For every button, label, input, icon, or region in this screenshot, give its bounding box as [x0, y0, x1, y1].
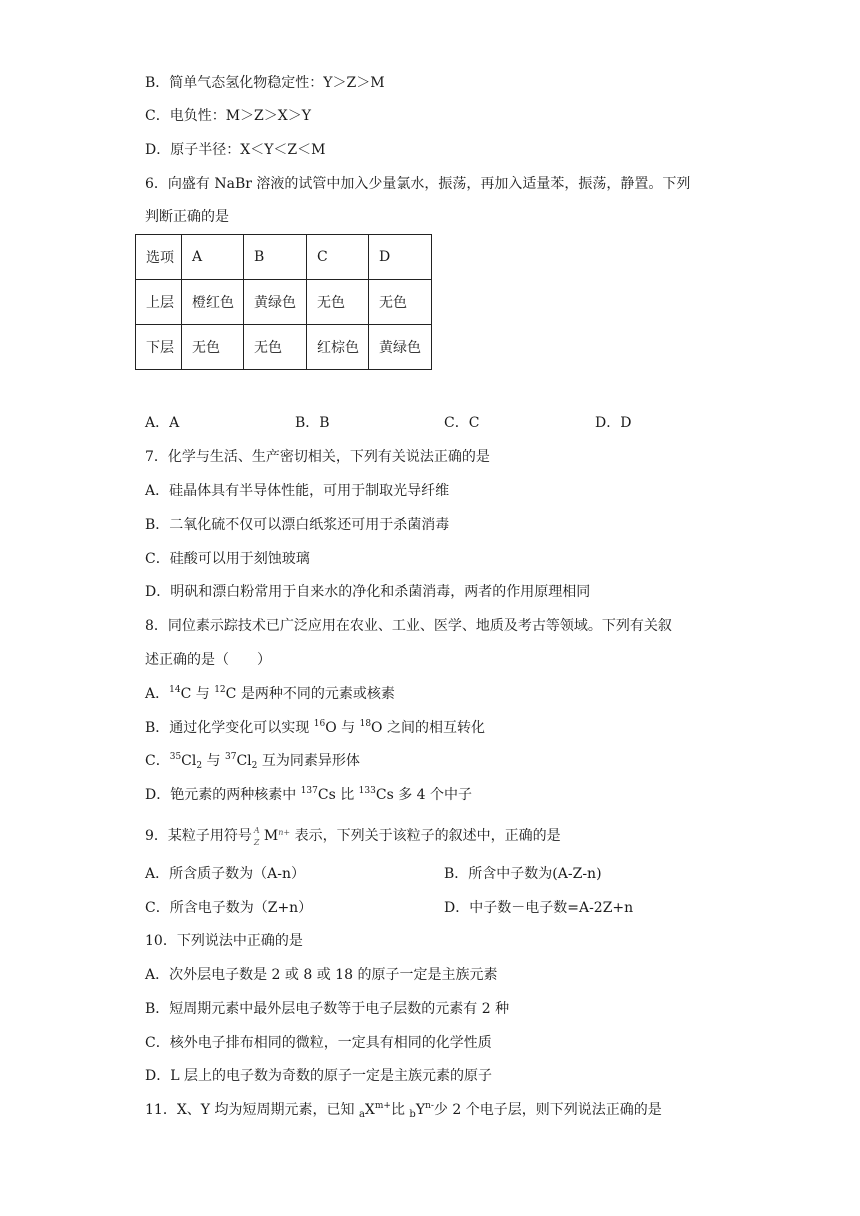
mass-number: 37 [225, 752, 237, 762]
text-segment: O 与 [325, 720, 360, 736]
q9-option-d: D．中子数－电子数=A-2Z+n [444, 900, 634, 916]
table-row [136, 280, 432, 325]
table-cell: D [369, 235, 432, 280]
q9-stem-post: 表示，下列关于该粒子的叙述中，正确的是 [294, 828, 561, 844]
mass-number: 133 [358, 786, 376, 796]
q6-stem-line1: 6．向盛有 NaBr 溶液的试管中加入少量氯水，振荡，再加入适量苯，振荡，静置。下列 [145, 176, 691, 192]
table-cell: 红棕色 [307, 325, 369, 370]
table-cell: 无色 [369, 280, 432, 325]
q10-stem: 10．下列说法中正确的是 [145, 933, 303, 949]
q8-option-b [145, 718, 485, 738]
q6-answer-table [135, 234, 432, 370]
table-cell: C [307, 235, 369, 280]
q5-option-c: C．电负性：M＞Z＞X＞Y [145, 108, 311, 124]
subscript: 2 [196, 761, 203, 771]
q8-stem-line1: 8．同位素示踪技术已广泛应用在农业、工业、医学、地质及考古等领域。下列有关叙 [145, 618, 672, 634]
q11-stem [145, 1100, 662, 1120]
q9-option-b: B．所含中子数为(A-Z-n) [444, 866, 602, 882]
q8-option-d [145, 785, 472, 805]
mass-number: 137 [300, 786, 318, 796]
q5-option-d: D．原子半径：X＜Y＜Z＜M [145, 142, 326, 158]
table-cell: 无色 [244, 325, 307, 370]
text-segment: C 与 [180, 686, 215, 702]
mass-number: 18 [359, 719, 372, 729]
option-prefix: B．通过化学变化可以实现 [145, 720, 314, 736]
element-symbol: X [364, 1102, 375, 1118]
mass-number: 16 [313, 719, 326, 729]
table-cell: 下层 [136, 325, 182, 370]
table-cell: 选项 [136, 235, 182, 280]
mass-number: 35 [169, 752, 182, 762]
q9-option-a: A．所含质子数为（A-n） [145, 866, 305, 882]
table-cell: B [244, 235, 307, 280]
table-cell: 上层 [136, 280, 182, 325]
q7-option-b: B．二氧化硫不仅可以漂白纸浆还可用于杀菌消毒 [145, 517, 450, 533]
text-segment: Cs 比 [317, 787, 359, 803]
text-segment: Cs 多 4 个中子 [375, 787, 473, 803]
q9-stem [145, 823, 561, 846]
ion-charge: n+ [278, 828, 291, 837]
atomic-number: Z [253, 838, 260, 847]
q6-stem-line2: 判断正确的是 [145, 209, 229, 225]
table-cell: 无色 [307, 280, 369, 325]
q8-stem-line2: 述正确的是（ ） [145, 652, 271, 668]
element-symbol: Y [415, 1102, 426, 1118]
atomic-number: b [409, 1109, 416, 1120]
subscript: 2 [251, 761, 258, 771]
option-prefix: D．铯元素的两种核素中 [145, 787, 301, 803]
ion-charge: n- [425, 1101, 434, 1111]
table-cell: A [182, 235, 244, 280]
element-symbol: Cl [181, 753, 197, 769]
table-cell: 无色 [182, 325, 244, 370]
text-segment: C 是两种不同的元素或核素 [225, 686, 395, 702]
table-row [136, 325, 432, 370]
atomic-number: a [358, 1109, 365, 1120]
q7-option-d: D．明矾和漂白粉常用于自来水的净化和杀菌消毒，两者的作用原理相同 [145, 584, 591, 600]
q5-option-b: B．简单气态氢化物稳定性：Y＞Z＞M [145, 75, 385, 91]
text-segment: 互为同素异形体 [257, 753, 360, 769]
q6-option-c: C．C [444, 415, 480, 431]
table-cell: 橙红色 [182, 280, 244, 325]
q11-stem-pre: 11．X、Y 均为短周期元素，已知 [145, 1102, 359, 1118]
table-cell: 黄绿色 [369, 325, 432, 370]
q8-option-c [145, 751, 360, 771]
text-segment: O 之间的相互转化 [371, 720, 485, 736]
q10-option-a: A．次外层电子数是 2 或 8 或 18 的原子一定是主族元素 [145, 967, 498, 983]
q9-stem-pre: 9．某粒子用符号 [145, 828, 252, 844]
q7-option-c: C．硅酸可以用于刻蚀玻璃 [145, 551, 310, 567]
mass-number: 12 [214, 685, 226, 695]
q8-option-a [145, 684, 395, 704]
q10-option-b: B．短周期元素中最外层电子数等于电子层数的元素有 2 种 [145, 1001, 510, 1017]
element-symbol: M [263, 828, 279, 844]
q10-option-c: C．核外电子排布相同的微粒，一定具有相同的化学性质 [145, 1035, 492, 1051]
text-segment: 比 [390, 1102, 410, 1118]
option-prefix: C． [145, 753, 170, 769]
q10-option-d: D．L 层上的电子数为奇数的原子一定是主族元素的原子 [145, 1068, 492, 1084]
q6-option-a: A．A [145, 415, 180, 431]
mass-number: 14 [169, 685, 181, 695]
q7-option-a: A．硅晶体具有半导体性能，可用于制取光导纤维 [145, 483, 450, 499]
nuclide-notation [252, 823, 264, 847]
element-symbol: Cl [236, 753, 252, 769]
q7-stem: 7．化学与生活、生产密切相关，下列有关说法正确的是 [145, 449, 490, 465]
text-segment: 与 [202, 753, 226, 769]
option-prefix: A． [145, 686, 170, 702]
q11-stem-post: 少 2 个电子层，则下列说法正确的是 [433, 1102, 662, 1118]
table-cell: 黄绿色 [244, 280, 307, 325]
ion-charge: m+ [374, 1101, 391, 1111]
q6-option-d: D．D [595, 415, 632, 431]
q9-option-c: C．所含电子数为（Z+n） [145, 900, 313, 916]
q6-option-b: B．B [295, 415, 330, 431]
table-row [136, 235, 432, 280]
mass-number: A [253, 826, 260, 835]
